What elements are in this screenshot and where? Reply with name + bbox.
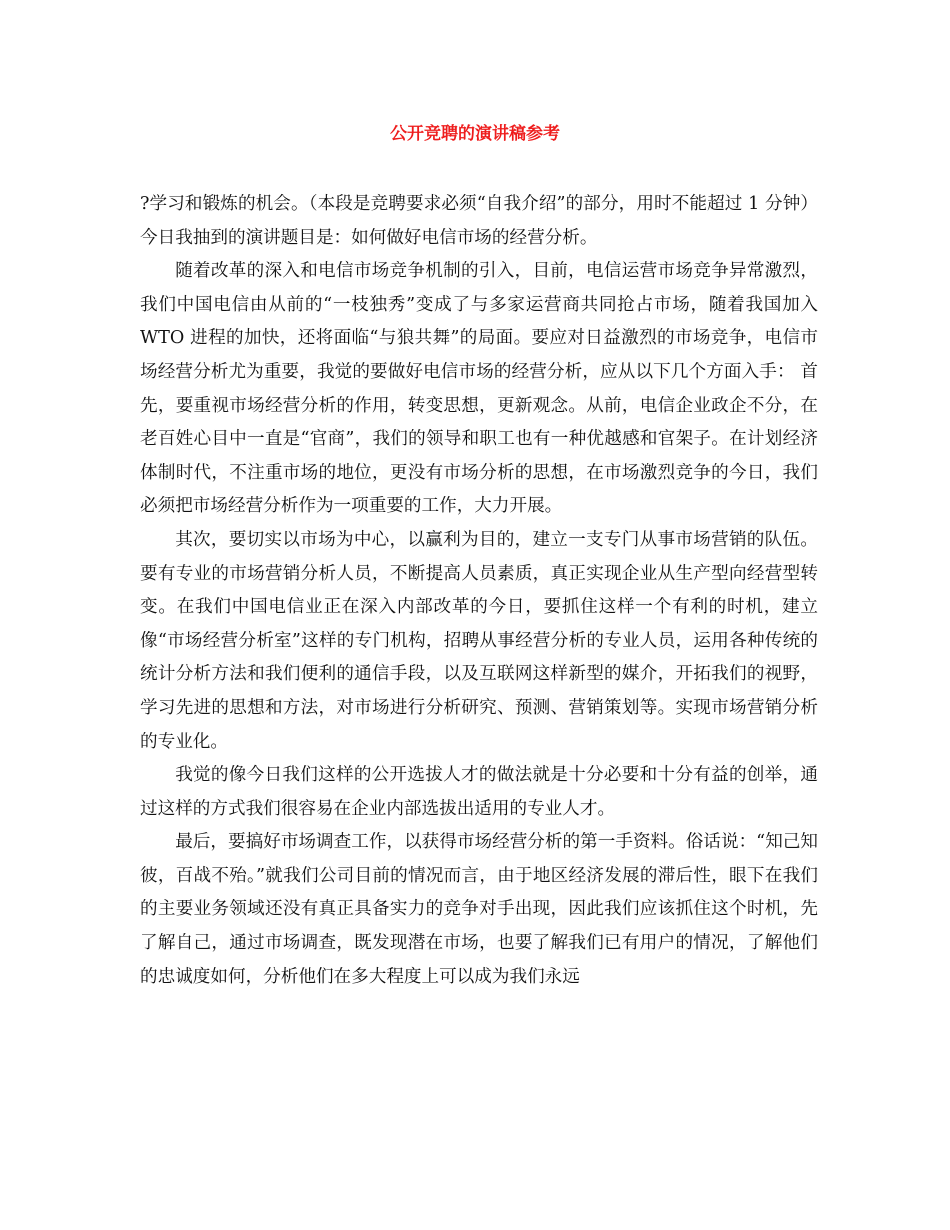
- document-body: [140, 188, 818, 994]
- paragraph-marketing-team: 其次，要切实以市场为中心，以赢利为目的，建立一支专门从事市场营销的队伍。要有专业的市场营销分析人员，不断提高人员素质，真正实现企业从生产型向经营型转变。在我们中国电信业正在深入内部改革的今日，要抓住这样一个有利的时机，建立像“市场经营分析室”这样的专门机构，招聘从事经营分析的专业人员，运用各种传统的统计分析方法和我们便利的通信手段，以及互联网这样新型的媒介，开拓我们的视野，学习先进的思想和方法，对市场进行分析研究、预测、营销策划等。实现市场营销分析的专业化。: [140, 529, 818, 752]
- paragraph-market-competition: 随着改革的深入和电信市场竞争机制的引入，目前，电信运营市场竞争异常激烈，我们中国电信由从前的“一枝独秀”变成了与多家运营商共同抢占市场，随着我国加入 WTO 进程的加快，还将面临“与狼共舞”的局面。要应对日益激烈的市场竞争，电信市场经营分析尤为重要，我觉的要做好电信市场的经营分析，应从以下几个方面入手： 首先，要重视市场经营分析的作用，转变思想，更新观念。从前，电信企业政企不分，在老百姓心目中一直是“官商”，我们的领导和职工也有一种优越感和官架子。在计划经济体制时代，不注重市场的地位，更没有市场分析的思想，在市场激烈竞争的今日，我们必须把市场经营分析作为一项重要的工作，大力开展。: [140, 261, 818, 517]
- document-title: 公开竞聘的演讲稿参考: [390, 124, 560, 144]
- paragraph-market-research: 最后，要搞好市场调查工作，以获得市场经营分析的第一手资料。俗话说：“知己知彼，百战不殆。”就我们公司目前的情况而言，由于地区经济发展的滞后性，眼下在我们的主要业务领域还没有真正具备实力的竞争对手出现，因此我们应该抓住这个时机，先了解自己，通过市场调查，既发现潜在市场，也要了解我们已有用户的情况，了解他们的忠诚度如何，分析他们在多大程度上可以成为我们永远: [140, 832, 818, 987]
- paragraph-public-selection: 我觉的像今日我们这样的公开选拔人才的做法就是十分必要和十分有益的创举，通过这样的方式我们很容易在企业内部选拔出适用的专业人才。: [140, 765, 818, 819]
- paragraph-intro: ?学习和锻炼的机会。（本段是竞聘要求必须“自我介绍”的部分，用时不能超过 1 分钟） 今日我抽到的演讲题目是：如何做好电信市场的经营分析。: [140, 194, 818, 248]
